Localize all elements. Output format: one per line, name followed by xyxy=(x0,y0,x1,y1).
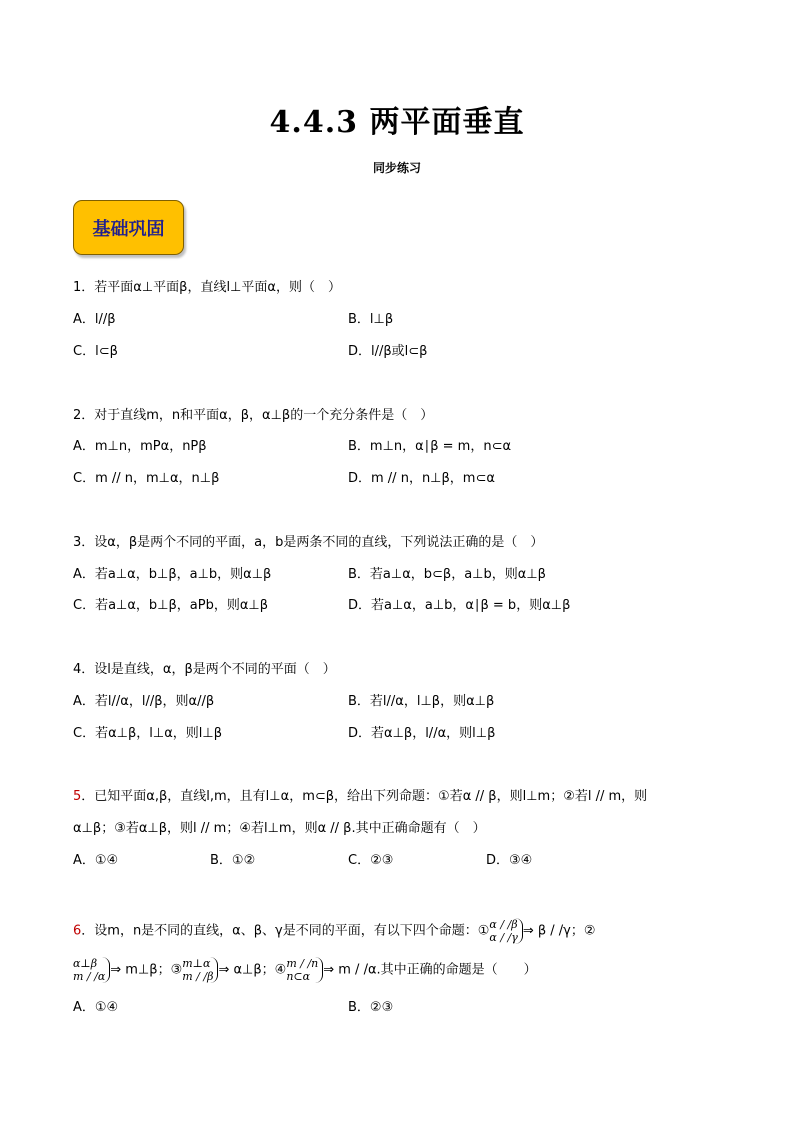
question-4-option-c: C．若α⊥β，l⊥α，则l⊥β xyxy=(73,726,223,741)
page-title: 4.4.3 两平面垂直 xyxy=(269,105,525,140)
question-2-option-b: B．m⊥n，α∣β = m，n⊂α xyxy=(348,439,512,454)
question-5-stem-line2: α⊥β；③若α⊥β，则l // m；④若l⊥m，则α // β.其中正确命题有（ ） xyxy=(73,821,486,836)
question-5-text-line1: ．已知平面α,β，直线l,m，且有l⊥α，m⊂β，给出下列命题：①若α // β，则l⊥m；②若l // m，则 xyxy=(81,789,648,804)
proposition-2-bottom: m / /α xyxy=(73,969,106,983)
proposition-1 xyxy=(489,916,522,946)
proposition-4-top: m / /n xyxy=(286,956,319,970)
question-6-number: 6 xyxy=(73,923,82,939)
proposition-2-conditions xyxy=(73,957,110,983)
question-4-option-a: A．若l//α，l//β，则α//β xyxy=(73,694,215,709)
question-2-option-a: A．m⊥n，mPα，nPβ xyxy=(73,439,207,454)
proposition-4 xyxy=(286,954,323,986)
question-6-option-a: A．①④ xyxy=(73,1000,119,1015)
question-4-option-d: D．若α⊥β，l//α，则l⊥β xyxy=(348,726,496,741)
proposition-2-result: ⇒ m⊥β；③ xyxy=(110,962,183,978)
page-subtitle: 同步练习 xyxy=(372,161,421,175)
question-6-text-line1: ．设m，n是不同的直线，α、β、γ是不同的平面，有以下四个命题：① xyxy=(81,923,490,939)
question-1-option-b: B．l⊥β xyxy=(348,312,394,327)
question-4-stem: 4．设l是直线，α，β是两个不同的平面（ ） xyxy=(73,662,336,677)
section-badge: 基础巩固 xyxy=(73,200,184,255)
question-1-option-c: C．l⊂β xyxy=(73,344,118,359)
proposition-2 xyxy=(73,954,110,986)
question-5-option-c: C．②③ xyxy=(348,853,394,868)
question-2-option-c: C．m // n，m⊥α，n⊥β xyxy=(73,471,220,486)
question-1-option-a: A．l//β xyxy=(73,312,116,327)
question-6-stem-line1 xyxy=(73,916,596,947)
question-6-option-b: B．②③ xyxy=(348,1000,394,1015)
proposition-3 xyxy=(182,954,218,986)
question-3-stem: 3．设α，β是两个不同的平面，a，b是两条不同的直线，下列说法正确的是（ ） xyxy=(73,535,544,550)
question-2-option-d: D．m // n，n⊥β，m⊂α xyxy=(348,471,495,486)
question-2-stem: 2．对于直线m，n和平面α，β，α⊥β的一个充分条件是（ ） xyxy=(73,408,434,423)
proposition-4-conditions xyxy=(286,957,323,983)
proposition-4-result: ⇒ m / /α.其中正确的命题是（ ） xyxy=(323,962,537,978)
proposition-4-bottom: n⊂α xyxy=(286,969,311,983)
proposition-3-bottom: m / /β xyxy=(182,969,214,983)
proposition-1-top: α / /β xyxy=(489,917,518,931)
proposition-3-result: ⇒ α⊥β；④ xyxy=(218,962,287,978)
question-5-option-d: D．③④ xyxy=(486,853,533,868)
proposition-2-top: α⊥β xyxy=(73,956,98,970)
proposition-1-result: ⇒ β / /γ；② xyxy=(522,923,596,939)
question-3-option-d: D．若a⊥α，a⊥b，α∣β = b，则α⊥β xyxy=(348,598,571,613)
question-3-option-b: B．若a⊥α，b⊂β，a⊥b，则α⊥β xyxy=(348,567,546,582)
question-1-stem: 1．若平面α⊥平面β，直线l⊥平面α，则（ ） xyxy=(73,280,341,295)
proposition-1-conditions xyxy=(489,918,522,944)
question-4-option-b: B．若l//α，l⊥β，则α⊥β xyxy=(348,694,495,709)
question-5-stem-line1 xyxy=(73,787,647,807)
question-5-option-b: B．①② xyxy=(210,853,256,868)
question-1-option-d: D．l//β或l⊂β xyxy=(348,344,428,359)
proposition-1-bottom: α / /γ xyxy=(489,930,518,944)
question-5-number: 5 xyxy=(73,789,82,804)
question-5-option-a: A．①④ xyxy=(73,853,119,868)
question-6-stem-line2 xyxy=(73,954,537,987)
proposition-3-top: m⊥α xyxy=(182,956,211,970)
question-3-option-a: A．若a⊥α，b⊥β，a⊥b，则α⊥β xyxy=(73,567,272,582)
question-3-option-c: C．若a⊥α，b⊥β，aPb，则α⊥β xyxy=(73,598,269,613)
proposition-3-conditions xyxy=(182,957,218,983)
